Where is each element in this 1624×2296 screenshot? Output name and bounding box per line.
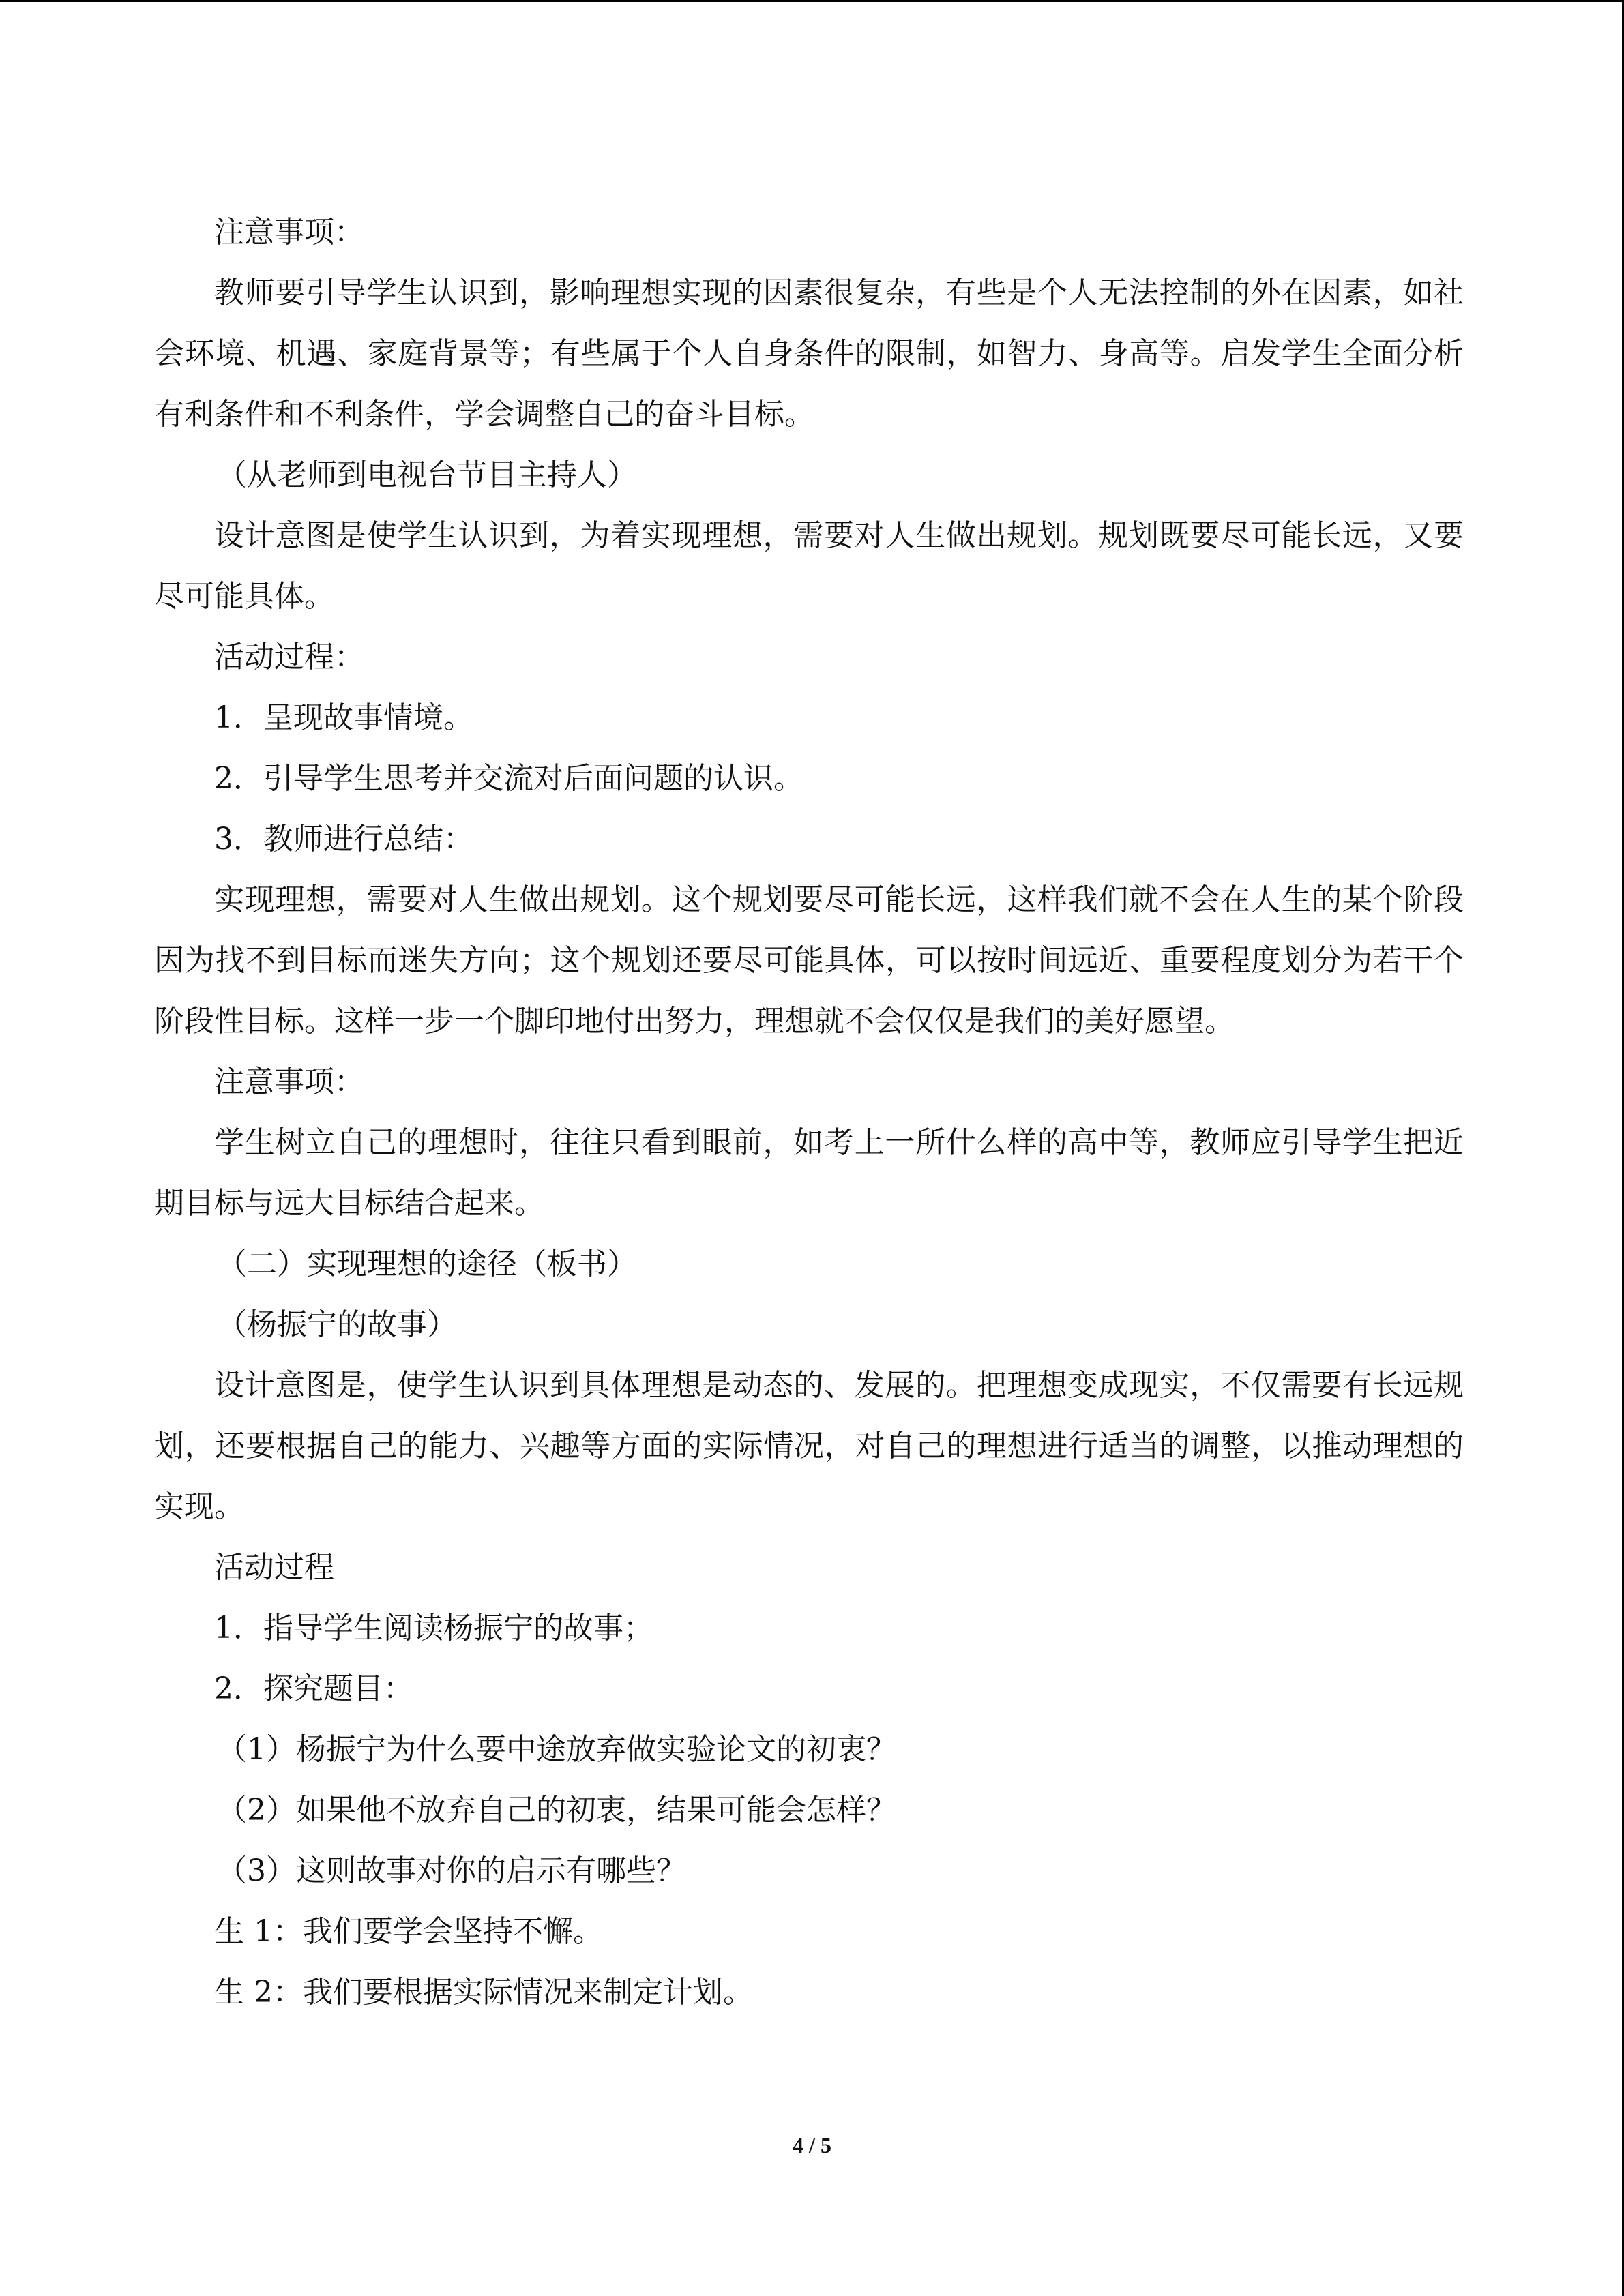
paragraph-notes-body-2: 学生树立自己的理想时，往往只看到眼前，如考上一所什么样的高中等，教师应引导学生把近期目标与远大目标结合起来。 [154, 1125, 1464, 1221]
paragraph-activity-heading-1: 活动过程： [214, 640, 364, 674]
paragraph-step-1: 1．呈现故事情境。 [214, 700, 473, 735]
paragraph-design-intent-1: 设计意图是使学生认识到，为着实现理想，需要对人生做出规划。规划既要尽可能长远，又要尽可能具体。 [154, 518, 1464, 614]
paragraph-notes-heading-1: 注意事项： [214, 215, 364, 250]
document-body [154, 202, 1464, 2023]
paragraph-student-answer-1: 生 1：我们要学会坚持不懈。 [214, 1914, 603, 1949]
paragraph-step-explore: 2．探究题目： [214, 1671, 413, 1706]
paragraph-notes-heading-2: 注意事项： [214, 1064, 364, 1099]
paragraph-design-intent-2: 设计意图是，使学生认识到具体理想是动态的、发展的。把理想变成现实，不仅需要有长远规划，还要根据自己的能力、兴趣等方面的实际情况，对自己的理想进行适当的调整，以推动理想的实现。 [154, 1368, 1464, 1524]
paragraph-step-read: 1．指导学生阅读杨振宁的故事； [214, 1611, 653, 1645]
paragraph-student-answer-2: 生 2：我们要根据实际情况来制定计划。 [214, 1975, 753, 2010]
paragraph-question-3: （3）这则故事对你的启示有哪些？ [217, 1853, 686, 1888]
paragraph-question-2: （2）如果他不放弃自己的初衷，结果可能会怎样？ [217, 1793, 896, 1828]
page-top-border [0, 0, 1624, 2]
paragraph-step-3: 3．教师进行总结： [214, 822, 473, 856]
paragraph-subtitle-host: （从老师到电视台节目主持人） [217, 458, 637, 492]
page-number: 4 / 5 [793, 2133, 831, 2158]
paragraph-section-heading: （二）实现理想的途径（板书） [217, 1247, 637, 1281]
paragraph-notes-body-1: 教师要引导学生认识到，影响理想实现的因素很复杂，有些是个人无法控制的外在因素，如社会环境、机遇、家庭背景等；有些属于个人自身条件的限制，如智力、身高等。启发学生全面分析有利条件和不利条件，学会调整自己的奋斗目标。 [154, 275, 1464, 432]
paragraph-question-1: （1）杨振宁为什么要中途放弃做实验论文的初衷？ [217, 1732, 896, 1767]
paragraph-summary: 实现理想，需要对人生做出规划。这个规划要尽可能长远，这样我们就不会在人生的某个阶段因为找不到目标而迷失方向；这个规划还要尽可能具体，可以按时间远近、重要程度划分为若干个阶段性目标。这样一步一个脚印地付出努力，理想就不会仅仅是我们的美好愿望。 [154, 882, 1464, 1039]
paragraph-activity-heading-2: 活动过程 [214, 1550, 334, 1585]
paragraph-subtitle-story: （杨振宁的故事） [217, 1307, 457, 1342]
paragraph-step-2: 2．引导学生思考并交流对后面问题的认识。 [214, 761, 803, 796]
